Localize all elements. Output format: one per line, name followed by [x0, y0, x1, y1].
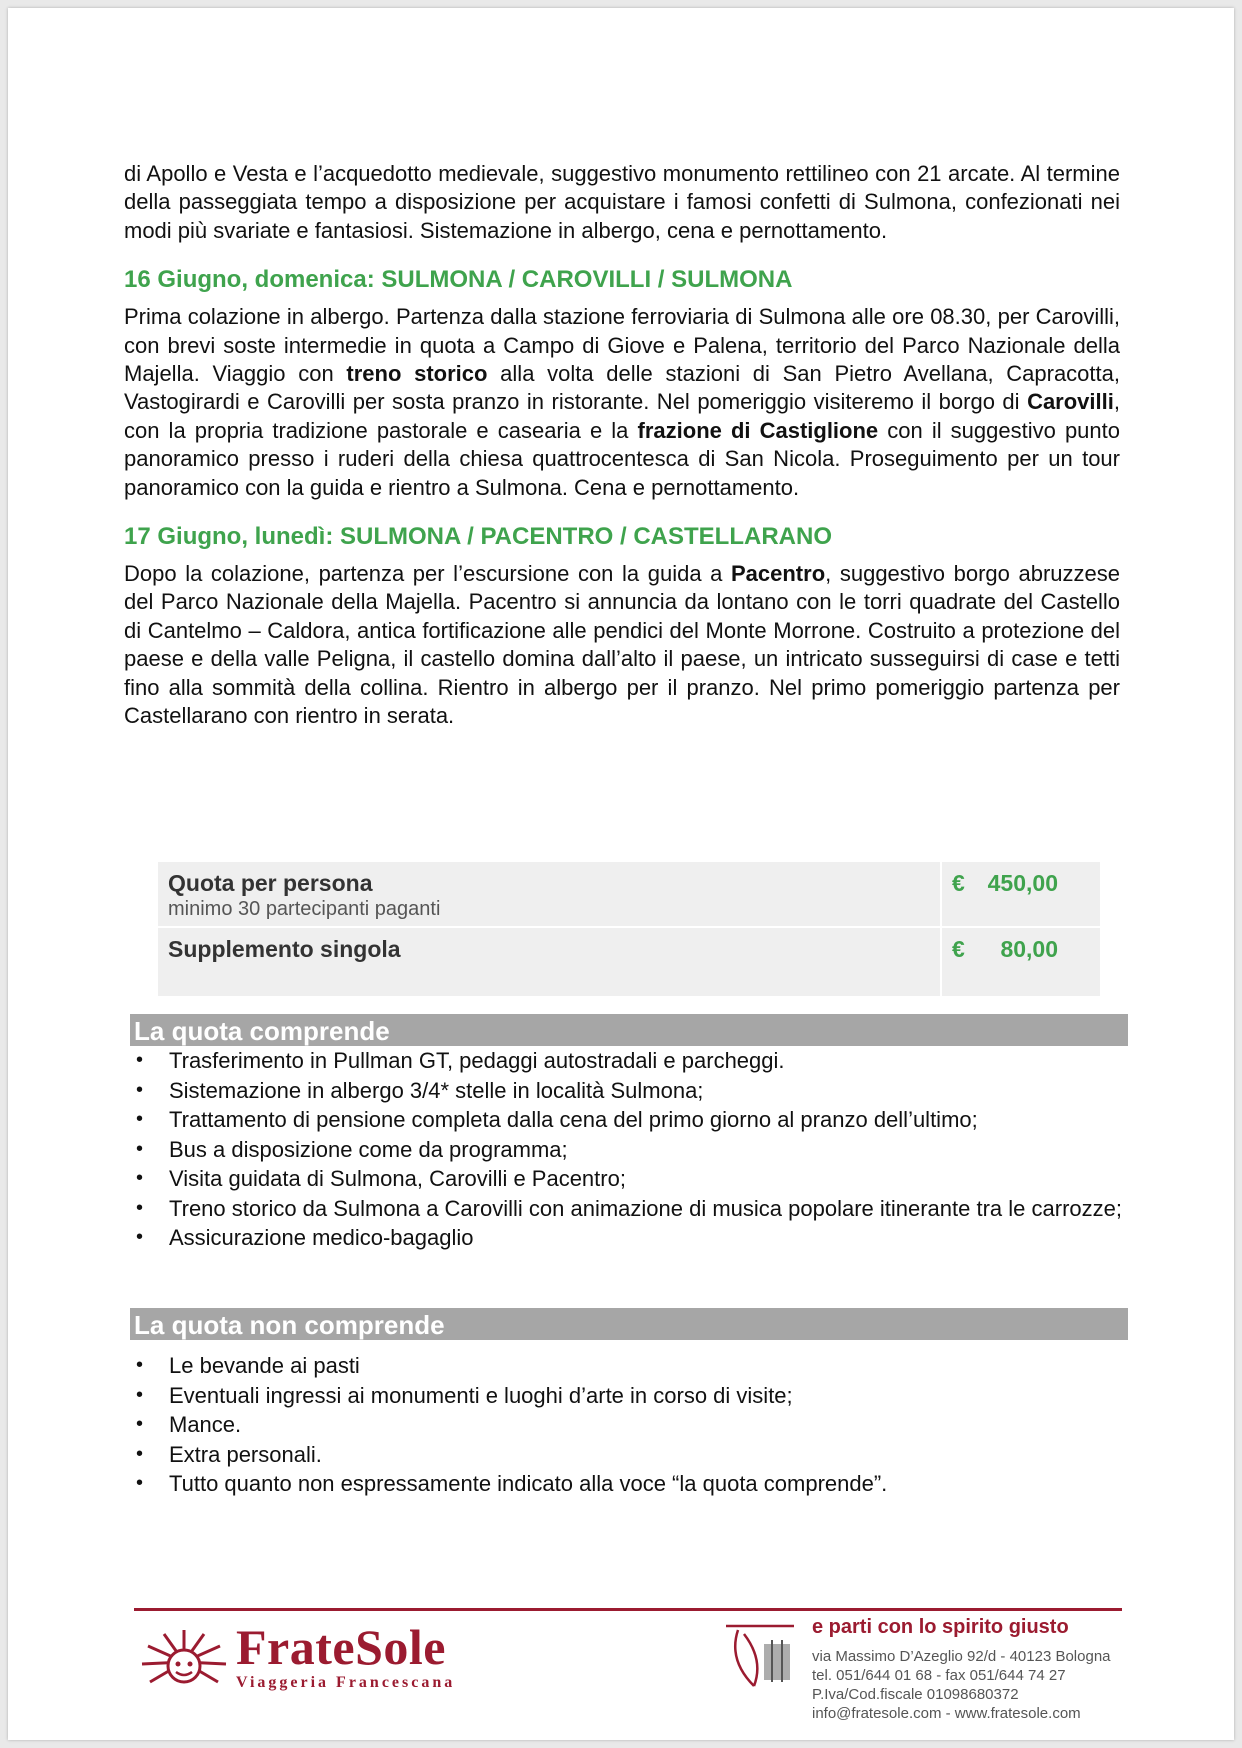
- price-row-per-person: [158, 862, 1100, 928]
- list-item: • Extra personali.: [130, 1440, 1126, 1470]
- bullet-icon: •: [136, 1078, 144, 1101]
- sun-icon: [138, 1624, 230, 1694]
- bullet-icon: •: [136, 1049, 144, 1071]
- contact-block: [812, 1616, 1132, 1723]
- bullet-icon: •: [136, 1167, 144, 1189]
- email-website: info@fratesole.com - www.fratesole.com: [812, 1705, 1081, 1722]
- vat-number: P.Iva/Cod.fiscale 01098680372: [812, 1686, 1019, 1703]
- bullet-icon: •: [136, 1226, 144, 1248]
- column-divider: [940, 862, 942, 996]
- day-16-paragraph: Prima colazione in albergo. Partenza dalla stazione ferroviaria di Sulmona alle ore 08.30, per Carovilli, con brevi soste intermedie in quota a Campo di Giove e Palena, territorio del Parco Nazionale della Majella. Viaggio con treno storico alla volta delle stazioni di San Pietro Avellana, Capracotta, Vastogirardi e Carovilli per sosta pranzo in ristorante. Nel pomeriggio visiteremo il borgo di Carovilli, con la propria tradizione pastorale e casearia e la frazione di Castiglione con il suggestivo punto panoramico presso i ruderi della chiesa quattrocentesca di San Nicola. Proseguimento per un tour panoramico con la guida e rientro a Sulmona. Cena e pernottamento.: [124, 304, 1120, 500]
- bullet-icon: •: [136, 1137, 144, 1160]
- bullet-icon: •: [136, 1442, 144, 1465]
- list-item: • Trattamento di pensione completa dalla cena del primo giorno al pranzo dell’ultimo;: [130, 1105, 1126, 1135]
- fratesole-logo: [138, 1614, 498, 1710]
- day-17-title: 17 Giugno, lunedì: SULMONA / PACENTRO / CASTELLARANO: [124, 523, 832, 551]
- list-item: • Sistemazione in albergo 3/4* stelle in località Sulmona;: [130, 1076, 1126, 1106]
- price-value: 450,00: [987, 870, 1058, 896]
- list-item: • Tutto quanto non espressamente indicato alla voce “la quota comprende”.: [130, 1469, 1126, 1499]
- itinerary-content: [124, 160, 1120, 731]
- tagline: e parti con lo spirito giusto: [812, 1616, 1069, 1638]
- currency-symbol: €: [952, 870, 965, 896]
- list-item: • Le bevande ai pasti: [130, 1351, 1126, 1381]
- bullet-icon: •: [136, 1383, 144, 1406]
- list-item: • Mance.: [130, 1410, 1126, 1440]
- excludes-header: La quota non comprende: [130, 1308, 1128, 1340]
- list-item: • Bus a disposizione come da programma;: [130, 1135, 1126, 1165]
- excludes-list: [130, 1351, 1126, 1499]
- day-17-paragraph: Dopo la colazione, partenza per l’escursione con la guida a Pacentro, suggestivo borgo abruzzese del Parco Nazionale della Majella. Pacentro si annuncia da lontano con le torri quadrate del Castello di Cantelmo – Caldora, antica fortificazione alle pendici del Monte Morrone. Costruito a protezione del paese e della valle Peligna, il castello domina dall’alto il paese, un intricato susseguirsi di case e tetti fino alla sommità della collina. Rientro in albergo per il pranzo. Nel primo pomeriggio partenza per Castellarano con rientro in serata.: [124, 561, 1120, 729]
- footer-divider: [134, 1608, 1122, 1611]
- document-page: [8, 8, 1234, 1740]
- phone: tel. 051/644 01 68 - fax 051/644 74 27: [812, 1667, 1066, 1684]
- bullet-icon: •: [136, 1413, 144, 1435]
- list-item: • Trasferimento in Pullman GT, pedaggi autostradali e parcheggi.: [130, 1046, 1126, 1076]
- bullet-icon: •: [136, 1354, 144, 1376]
- bullet-icon: •: [136, 1472, 144, 1494]
- intro-paragraph: di Apollo e Vesta e l’acquedotto medievale, suggestivo monumento rettilineo con 21 arcate. Al termine della passeggiata tempo a disposizione per acquistare i famosi confetti di Sulmona, confezionati nei modi più svariate e fantasiosi. Sistemazione in albergo, cena e pernottamento.: [124, 161, 1120, 243]
- day-16-title: 16 Giugno, domenica: SULMONA / CAROVILLI / SULMONA: [124, 266, 793, 294]
- currency-symbol: €: [952, 936, 965, 962]
- logo-subtitle: Viaggeria Francescana: [236, 1674, 456, 1691]
- includes-list: [130, 1046, 1126, 1253]
- price-value: 80,00: [1000, 936, 1058, 962]
- price-label: Quota per persona: [168, 870, 373, 896]
- price-table: [158, 862, 1100, 996]
- tau-emblem-icon: [724, 1620, 804, 1700]
- list-item: • Treno storico da Sulmona a Carovilli con animazione di musica popolare itinerante tra le carrozze;: [130, 1194, 1126, 1224]
- list-item: • Eventuali ingressi ai monumenti e luoghi d’arte in corso di visite;: [130, 1381, 1126, 1411]
- list-item: • Assicurazione medico-bagaglio: [130, 1223, 1126, 1253]
- bullet-icon: •: [136, 1196, 144, 1219]
- bullet-icon: •: [136, 1108, 144, 1130]
- price-row-single-supplement: [158, 928, 1100, 996]
- price-label: Supplemento singola: [168, 936, 401, 962]
- price-note: minimo 30 partecipanti paganti: [168, 898, 441, 920]
- logo-wordmark: FrateSole: [236, 1619, 446, 1675]
- list-item: • Visita guidata di Sulmona, Carovilli e Pacentro;: [130, 1164, 1126, 1194]
- includes-header: La quota comprende: [130, 1014, 1128, 1046]
- address: via Massimo D’Azeglio 92/d - 40123 Bologna: [812, 1648, 1111, 1665]
